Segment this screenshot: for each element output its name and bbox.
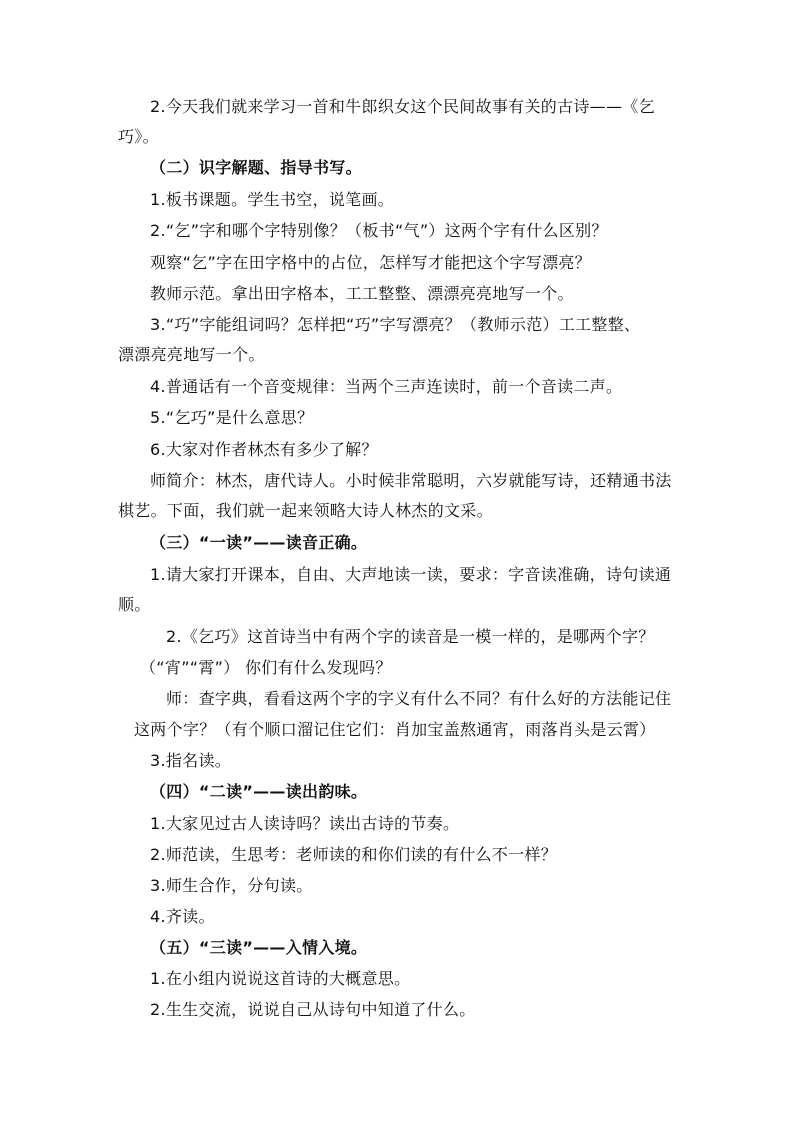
text-line: 2.《乞巧》这首诗当中有两个字的读音是一模一样的，是哪两个字？ [166, 627, 655, 646]
text-line: 3.指名读。 [150, 751, 232, 770]
text-line: 6.大家对作者林杰有多少了解？ [150, 440, 378, 459]
text-line: 2.“乞”字和哪个字特别像？（板书“气”）这两个字有什么区别？ [150, 221, 608, 240]
text-line: 1.在小组内说说这首诗的大概意思。 [150, 969, 411, 988]
text-line: 4.齐读。 [150, 907, 215, 926]
text-line: 这两个字？（有个顺口溜记住它们：肖加宝盖熬通宵，雨落肖头是云霄） [134, 720, 656, 739]
section-heading: （五）“三读”——入情入境。 [150, 938, 368, 957]
text-line: 2.今天我们就来学习一首和牛郎织女这个民间故事有关的古诗——《乞 [150, 97, 655, 116]
text-line: 5.“乞巧”是什么意思？ [150, 408, 314, 427]
text-line: 1.请大家打开课本，自由、大声地读一读，要求：字音读准确，诗句读通 [150, 565, 672, 584]
text-line: 1.板书课题。学生书空，说笔画。 [150, 190, 395, 209]
text-line: 4.普通话有一个音变规律：当两个三声连读时，前一个音读二声。 [150, 377, 623, 396]
text-line: （“宵”“霄”） 你们有什么发现吗？ [140, 658, 392, 677]
text-line: 3.“巧”字能组词吗？怎样把“巧”字写漂亮？（教师示范）工工整整、 [150, 315, 641, 334]
text-line: 巧》。 [118, 127, 159, 146]
text-line: 师简介：林杰，唐代诗人。小时候非常聪明，六岁就能写诗，还精通书法 [150, 471, 672, 490]
text-line: 3.师生合作，分句读。 [150, 876, 313, 895]
text-line: 漂漂亮亮地写一个。 [118, 345, 265, 364]
section-heading: （二）识字解题、指导书写。 [150, 158, 362, 177]
text-line: 顺。 [118, 595, 151, 614]
section-heading: （三）“一读”——读音正确。 [150, 533, 368, 552]
text-line: 1.大家见过古人读诗吗？读出古诗的节奏。 [150, 814, 460, 833]
section-heading: （四）“二读”——读出韵味。 [150, 782, 368, 801]
text-line: 观察“乞”字在田字格中的占位，怎样写才能把这个字写漂亮？ [150, 253, 591, 272]
text-line: 棋艺。下面，我们就一起来领略大诗人林杰的文采。 [118, 501, 493, 520]
text-line: 2.生生交流，说说自己从诗句中知道了什么。 [150, 1000, 476, 1019]
text-line: 教师示范。拿出田字格本，工工整整、漂漂亮亮地写一个。 [150, 284, 574, 303]
text-line: 师：查字典，看看这两个字的字义有什么不同？有什么好的方法能记住 [166, 689, 672, 708]
text-line: 2.师范读，生思考：老师读的和你们读的有什么不一样？ [150, 845, 558, 864]
